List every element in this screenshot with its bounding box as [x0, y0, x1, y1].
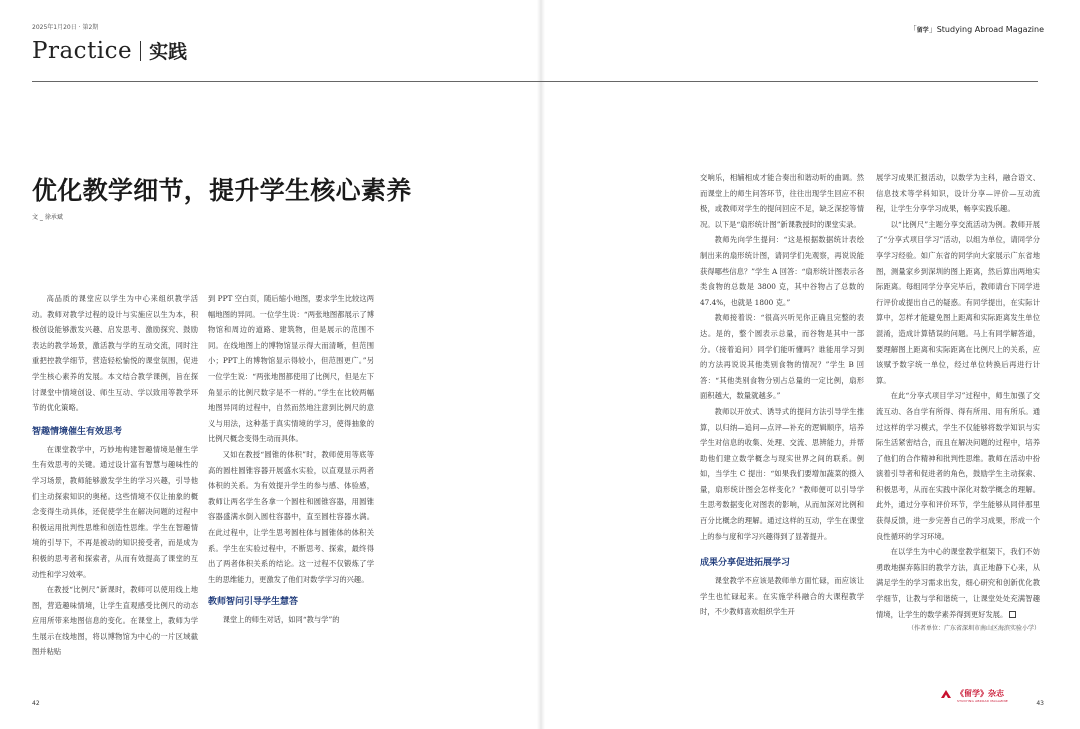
paragraph: 教师以开放式、诱导式的提问方法引导学生推算，以归纳—追问—点评—补充的逻辑顺序，培养学生对信息的收集、处理、交流、思辨能力，并帮助他们建立数学概念与现实世界之间的联系。例如，当学生 C 提出：“如果我们要增加蔬菜的摄入量，扇形统计图会怎样变化？”教师便可以引导学生思考数据变化对图表的影响，从而加深对比例和百分比概念的理解。通过这样的互动，学生在课堂上的参与度和学习兴趣得到了显著提升。 [700, 406, 864, 541]
paragraph: 课堂教学不应该是教师单方面忙碌，而应该让学生也忙碌起来。在实施学科融合的大课程教学时，不少教师喜欢组织学生开 [700, 576, 864, 617]
author-affiliation: （作者单位：广东省深圳市南山区海滨实验小学） [907, 625, 1040, 633]
paragraph [876, 544, 1040, 622]
masthead-mark: 留学 [916, 27, 929, 34]
paragraph: 展学习成果汇报活动，以数学为主科，融合语文、信息技术等学科知识，设计分享—评价—互动流程，让学生分享学习成果，畅享实践乐趣。 [876, 173, 1040, 214]
magazine-logo [940, 688, 1004, 699]
paragraph: 交响乐，相辅相成才能合奏出和谐动听的曲调。然而课堂上的师生问答环节，往往出现学生回应不积极，或教师对学生的提问回应不足，缺乏深挖等情况。以下是“扇形统计图”新课教授时的课堂实录。 [700, 173, 864, 229]
paragraph: 教师接着说：“很高兴听见你正确且完整的表达。是的，整个圆表示总量，而谷物是其中一部分。（接着追问）同学们能听懂吗？谁能用学习到的方法再说说其他类别食物的情况？”学生 B 回答：“其他类别食物分别占总量的一定比例，扇形面积越大，数量就越多。” [700, 313, 864, 401]
paragraph: 课堂上的师生对话，如同“教与学”的 [222, 615, 340, 625]
text-column-3 [700, 170, 864, 620]
paragraph: 在课堂教学中，巧妙地构建智趣情境是催生学生有效思考的关键。通过设计富有智慧与趣味性的学习场景，教师能够激发学生的学习兴趣，引导他们主动探索知识的奥秘。这些情境不仅让抽象的概念变得生动具体，还促使学生在解决问题的过程中积极运用批判性思维和创造性思维。学生在智趣情境的引导下，不再是被动的知识接受者，而是成为积极的思考者和探索者，从而有效提高了课堂的互动性和学习效率。 [32, 444, 198, 579]
paragraph: 又如在教授“圆锥的体积”时，教师使用等底等高的圆柱圆锥容器开展盛水实验，以直观显示两者体积的关系。为有效提升学生的参与感、体验感，教师让两名学生各拿一个圆柱和圆锥容器，用圆锥容器盛满水倒入圆柱容器中，直至圆柱容器水满。在此过程中，让学生思考圆柱体与圆锥体的体积关系。学生在实验过程中，不断思考、探索，最终得出了两者体积关系的结论。这一过程不仅锻炼了学生的思维能力，更激发了他们对数学学习的兴趣。 [208, 449, 374, 584]
article-title: 优化教学细节，提升学生核心素养 [32, 176, 412, 205]
section-heading [32, 37, 187, 64]
issue-date: 2025年1月20日 · 第2期 [32, 24, 99, 31]
paragraph: 在此“分享式项目学习”过程中，师生加强了交流互动、各自学有所得、得有所用、用有所乐。通过这样的学习模式，学生不仅能够将数学知识与实际生活紧密结合，而且在解决问题的过程中，培养了他们的合作精神和批判性思维。教师在活动中扮演着引导者和促进者的角色，鼓励学生主动探索、积极思考，从而在实践中深化对数学概念的理解。此外，通过分享和评价环节，学生能够从同伴那里获得反馈，进一步完善自己的学习成果，形成一个良性循环的学习环境。 [876, 391, 1040, 541]
paragraph: 在教授“比例尺”新课时，教师可以使用线上地图，营造趣味情境，让学生直观感受比例尺的动态应用所带来地图信息的变化。在课堂上，教师为学生展示在线地图，将以博物馆为中心的一片区域截图并粘贴 [32, 585, 198, 657]
page-number-left: 42 [32, 700, 40, 707]
paragraph: 以“比例尺”主题分享交流活动为例。教师开展了“分享式项目学习”活动，以组为单位，请同学分享学习经验。如广东省的同学向大家展示广东省地图，测量家乡到深圳的图上距离，然后算出两地实际距离。每组同学分享完毕后，教师请台下同学进行评价或提出自己的疑惑。有同学提出，在实际计算中，怎样才能避免图上距离和实际距离发生单位混淆，造成计算错误的问题。马上有同学解答道，要理解图上距离和实际距离在比例尺上的关系，应该赋予数字统一单位，经过单位转换后再进行计算。 [876, 219, 1040, 385]
logo-icon [940, 689, 952, 699]
paragraph-text: 在以学生为中心的课堂教学框架下，我们不妨勇敢地摒弃陈旧的教学方法，真正地静下心来，从满足学生的学习需求出发，细心研究和创新优化教学细节，让教与学和谐统一，让课堂处处充满智趣情境，让学生的数学素养得到更好发展。 [876, 547, 1040, 619]
paragraph: 到 PPT 空白页，随后缩小地图，要求学生比较这两幅地图的异同。一位学生说：“两张地图都展示了博物馆和周边的道路、建筑物，但是展示的范围不同。在线地图上的博物馆显示得大而清晰，但范围小；PPT上的博物馆显示得较小，但范围更广。”另一位学生说：“两张地图都使用了比例尺，但是左下角显示的比例尺数字是不一样的。”学生在比较两幅地图异同的过程中，自然而然地注意到比例尺的意义与用法，这种基于真实情境的学习，使得抽象的比例尺概念变得生动而具体。 [208, 294, 374, 444]
paragraph: 高品质的课堂应以学生为中心来组织教学活动。教师对教学过程的设计与实施应以生为本，积极创设能够激发兴趣、启发思考、激励探究、鼓励表达的教学场景，激活教与学的互动交流，同时注重把控教学细节，营造轻松愉悦的课堂氛围，促进学生核心素养的发展。本文结合教学课例，旨在探讨课堂中情境创设、师生互动、学以致用等教学环节的优化策略。 [32, 294, 198, 413]
page-gutter [537, 0, 545, 729]
logo-subtitle: STUDYING ABROAD MAGAZINE [957, 699, 1008, 703]
masthead-title: Studying Abroad Magazine [936, 25, 1044, 34]
section-title-zh: 实践 [149, 41, 188, 63]
header-rule [32, 81, 1038, 82]
subheading: 智趣情境催生有效思考 [32, 426, 123, 437]
subheading: 教师智问引导学生慧答 [208, 597, 299, 608]
article-byline: 文 _ 徐承斌 [32, 214, 63, 221]
text-column-1 [32, 291, 198, 660]
text-column-4 [876, 170, 1040, 634]
text-column-2 [208, 291, 374, 628]
paragraph: 教师先向学生提问：“这是根据数据统计表绘制出来的扇形统计图，请同学们先观察，再说说能获得哪些信息？”学生 A 回答：“扇形统计图表示各类食物的总数是 3800 克，其中谷物占了总数的 47.4%，也就是 1800 克。” [700, 235, 864, 307]
end-mark-icon [1009, 611, 1016, 618]
subheading: 成果分享促进拓展学习 [700, 558, 791, 569]
masthead: 「留学」Studying Abroad Magazine [908, 25, 1044, 34]
logo-text: 《留学》杂志 [956, 689, 1004, 698]
page-number-right: 43 [1036, 700, 1044, 707]
section-divider [140, 41, 141, 61]
section-title-en: Practice [32, 37, 133, 64]
